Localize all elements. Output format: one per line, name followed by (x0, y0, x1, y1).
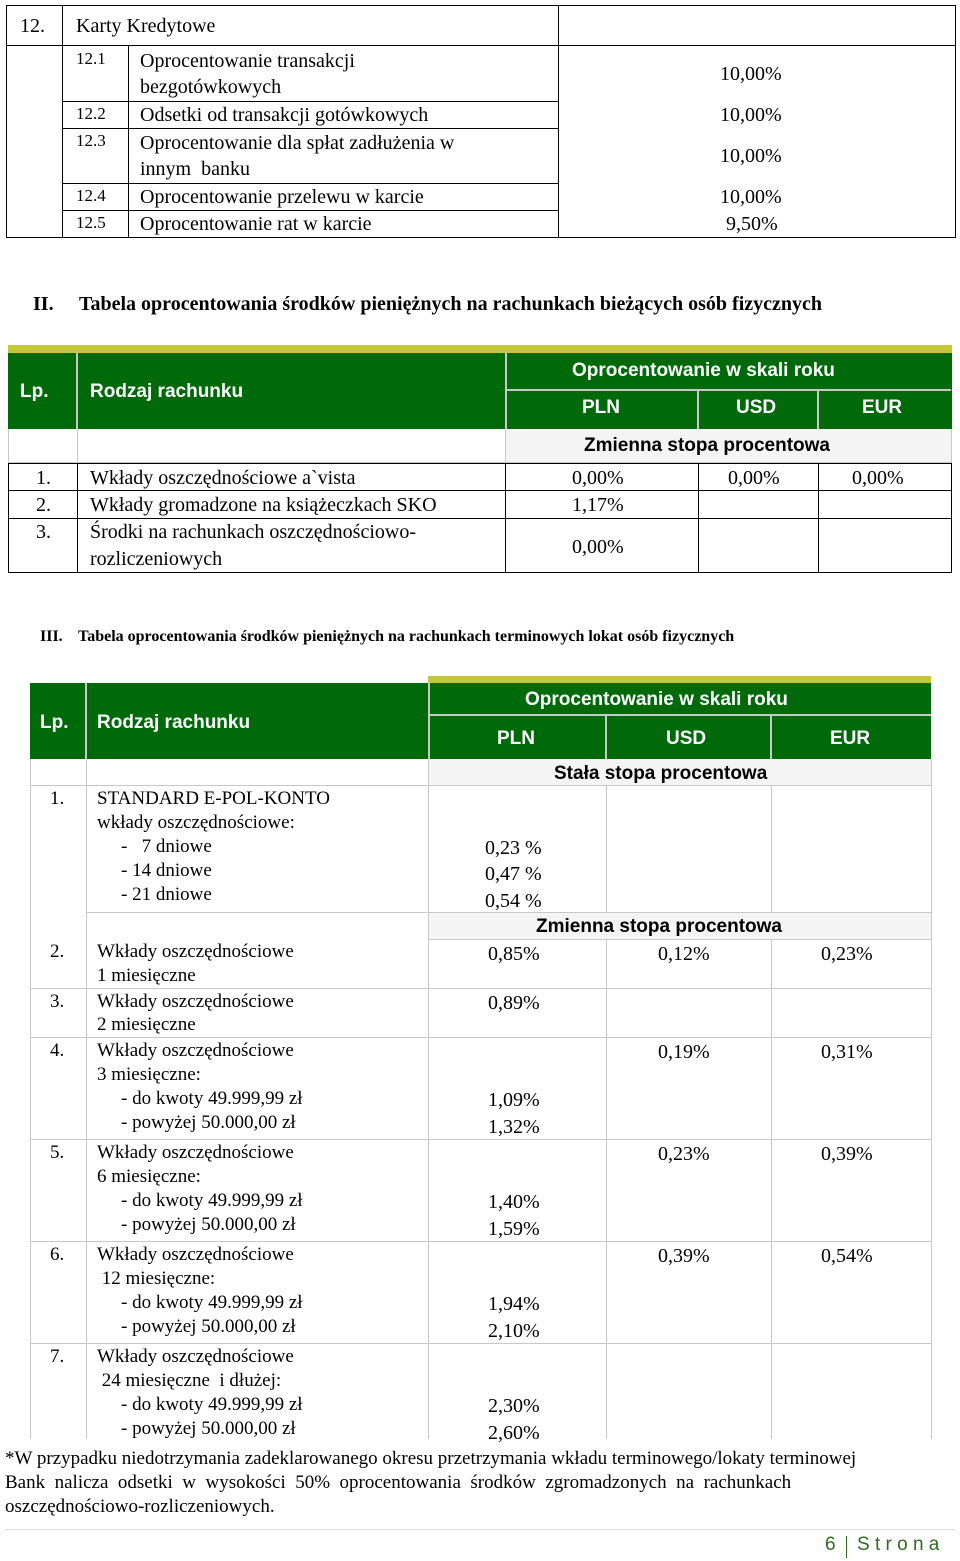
term-7-days: - 7 dniowe (121, 836, 212, 857)
row-label: Wkłady gromadzone na książeczkach SKO (90, 494, 437, 516)
rate-value: 10,00% (720, 63, 782, 85)
rate-pln: 0,54 % (485, 890, 542, 912)
footnote-line-1: *W przypadku niedotrzymania zadeklarowanego okresu przetrzymania wkładu terminowego/lokaty terminowej (5, 1448, 857, 1469)
row-number: 3. (36, 521, 51, 543)
row-number: 12.5 (76, 213, 106, 232)
tier-above: - powyżej 50.000,00 zł (121, 1214, 296, 1235)
row-number: 5. (50, 1142, 65, 1163)
page-separator (846, 1536, 847, 1558)
row-number: 4. (50, 1040, 65, 1061)
row-label-cont: 6 miesięczne: (97, 1166, 201, 1187)
rate-usd: 0,19% (658, 1041, 710, 1063)
fixed-rate-subheader: Stała stopa procentowa (554, 763, 768, 784)
row-label: Wkłady oszczędnościowe (97, 1142, 294, 1163)
rate-usd: 0,39% (658, 1245, 710, 1267)
rate-value: 10,00% (720, 186, 782, 208)
rate-pln: 0,23 % (485, 837, 542, 859)
row-label-cont: rozliczeniowych (90, 548, 223, 570)
col-annual-rate: Oprocentowanie w skali roku (525, 689, 788, 710)
header-accent-bar (8, 345, 952, 353)
col-eur: EUR (830, 728, 871, 749)
col-pln: PLN (582, 397, 620, 418)
rate-eur: 0,39% (821, 1143, 873, 1165)
variable-rate-subheader: Zmienna stopa procentowa (584, 435, 830, 456)
rate-eur: 0,00% (852, 467, 904, 489)
rate-pln: 1,40% (488, 1191, 540, 1213)
row-label: Oprocentowanie dla spłat zadłużenia w (140, 132, 455, 154)
row-label: Wkłady oszczędnościowe (97, 941, 294, 962)
section-ii-heading: Tabela oprocentowania środków pieniężnych na rachunkach bieżących osób fizycznych (79, 293, 823, 315)
row-number: 2. (50, 941, 65, 962)
rate-pln: 1,94% (488, 1293, 540, 1315)
footnote-line-2: Bank nalicza odsetki w wysokości 50% oprocentowania środków zgromadzonych na rachunkach (5, 1472, 792, 1493)
rate-usd: 0,23% (658, 1143, 710, 1165)
row-number: 6. (50, 1244, 65, 1265)
section-12-number: 12. (20, 15, 45, 37)
term-21-days: - 21 dniowe (121, 884, 212, 905)
tier-up-to: - do kwoty 49.999,99 zł (121, 1088, 303, 1109)
rate-pln: 0,00% (572, 467, 624, 489)
rate-pln: 0,47 % (485, 863, 542, 885)
rate-pln: 1,59% (488, 1218, 540, 1240)
row-label-cont: innym banku (140, 158, 250, 180)
row-label: Odsetki od transakcji gotówkowych (140, 104, 429, 126)
rate-pln: 0,89% (488, 992, 540, 1014)
col-eur: EUR (862, 397, 903, 418)
rate-value: 9,50% (726, 213, 778, 235)
row-number: 12.1 (76, 49, 106, 68)
rate-pln: 0,00% (572, 536, 624, 558)
rate-pln: 2,30% (488, 1395, 540, 1417)
header-accent-bar (428, 676, 931, 683)
rate-pln: 0,85% (488, 943, 540, 965)
row-number: 7. (50, 1346, 65, 1367)
col-usd: USD (736, 397, 777, 418)
row-number: 2. (36, 494, 51, 516)
row-label: Wkłady oszczędnościowe (97, 1346, 294, 1367)
row-number: 12.2 (76, 104, 106, 123)
section-iii-heading: Tabela oprocentowania środków pieniężnych na rachunkach terminowych lokat osób fizycznych (78, 628, 735, 645)
rate-usd: 0,00% (728, 467, 780, 489)
rate-eur: 0,54% (821, 1245, 873, 1267)
tier-up-to: - do kwoty 49.999,99 zł (121, 1394, 303, 1415)
row-label: Środki na rachunkach oszczędnościowo- (90, 521, 416, 543)
col-account-type: Rodzaj rachunku (90, 381, 244, 402)
col-lp: Lp. (20, 381, 49, 402)
rate-pln: 1,09% (488, 1089, 540, 1111)
row-number: 1. (36, 467, 51, 489)
row-label-cont: 24 miesięczne i dłużej: (97, 1370, 282, 1391)
row-label-cont: wkłady oszczędnościowe: (97, 812, 295, 833)
row-label-cont: 2 miesięczne (97, 1014, 196, 1035)
rate-pln: 1,32% (488, 1116, 540, 1138)
section-ii-number: II. (33, 293, 54, 315)
rate-eur: 0,31% (821, 1041, 873, 1063)
rate-eur: 0,23% (821, 943, 873, 965)
row-number: 1. (50, 788, 65, 809)
tier-above: - powyżej 50.000,00 zł (121, 1316, 296, 1337)
row-label-cont: 1 miesięczne (97, 965, 196, 986)
row-label: Oprocentowanie przelewu w karcie (140, 186, 424, 208)
row-number: 3. (50, 991, 65, 1012)
row-label: Oprocentowanie transakcji (140, 50, 355, 72)
row-label: STANDARD E-POL-KONTO (97, 788, 330, 809)
col-annual-rate: Oprocentowanie w skali roku (572, 360, 835, 381)
tier-above: - powyżej 50.000,00 zł (121, 1112, 296, 1133)
row-number: 12.3 (76, 131, 106, 150)
row-label: Wkłady oszczędnościowe (97, 1040, 294, 1061)
rate-pln: 2,10% (488, 1320, 540, 1342)
rate-value: 10,00% (720, 104, 782, 126)
term-14-days: - 14 dniowe (121, 860, 212, 881)
rate-value: 10,00% (720, 145, 782, 167)
tier-up-to: - do kwoty 49.999,99 zł (121, 1292, 303, 1313)
row-label: Wkłady oszczędnościowe (97, 991, 294, 1012)
page-word: S t r o n a (857, 1534, 940, 1555)
footnote-line-3: oszczędnościowo-rozliczeniowych. (5, 1496, 275, 1517)
section-iii-number: III. (40, 628, 63, 645)
row-label: Wkłady oszczędnościowe a`vista (90, 467, 356, 489)
row-number: 12.4 (76, 186, 106, 205)
col-account-type: Rodzaj rachunku (97, 712, 251, 733)
tier-above: - powyżej 50.000,00 zł (121, 1418, 296, 1439)
col-pln: PLN (497, 728, 535, 749)
row-label-cont: 3 miesięczne: (97, 1064, 201, 1085)
tier-up-to: - do kwoty 49.999,99 zł (121, 1190, 303, 1211)
section-12-title: Karty Kredytowe (76, 15, 216, 37)
page-number: 6 (825, 1534, 836, 1555)
row-label: Wkłady oszczędnościowe (97, 1244, 294, 1265)
rate-pln: 2,60% (488, 1422, 540, 1444)
rate-usd: 0,12% (658, 943, 710, 965)
row-label: Oprocentowanie rat w karcie (140, 213, 372, 235)
col-lp: Lp. (40, 712, 69, 733)
row-label-cont: bezgotówkowych (140, 76, 282, 98)
rate-pln: 1,17% (572, 494, 624, 516)
col-usd: USD (666, 728, 707, 749)
row-label-cont: 12 miesięczne: (97, 1268, 216, 1289)
variable-rate-subheader: Zmienna stopa procentowa (536, 916, 782, 937)
